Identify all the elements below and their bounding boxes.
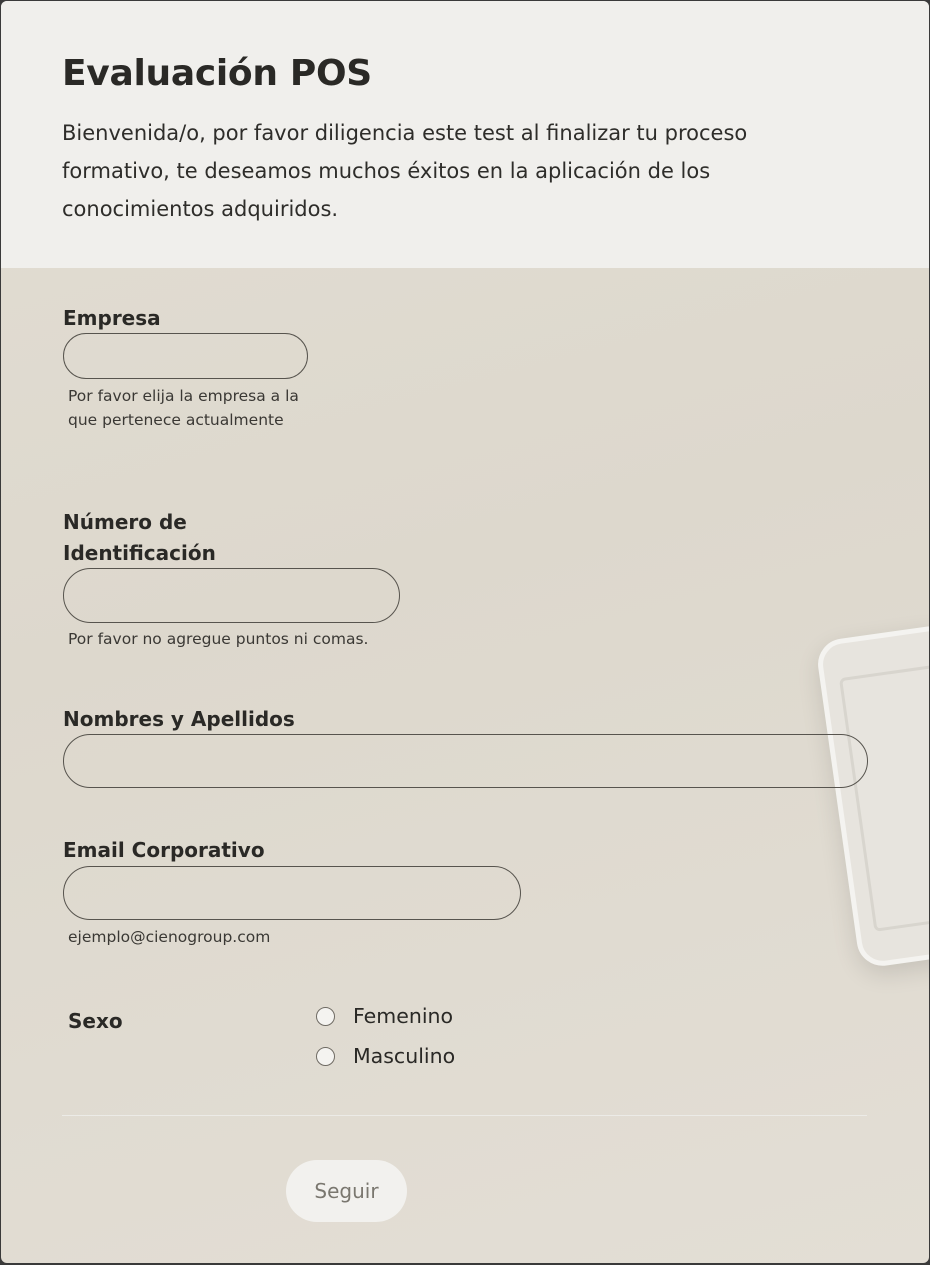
nombres-input[interactable] xyxy=(63,734,868,788)
identificacion-help-text: Por favor no agregue puntos ni comas. xyxy=(68,630,369,648)
empresa-label: Empresa xyxy=(63,306,161,330)
identificacion-label: Número de Identificación xyxy=(63,510,216,565)
form-divider xyxy=(62,1115,867,1116)
form-description: Bienvenida/o, por favor diligencia este test al finalizar tu proceso formativo, te deseamos muchos éxitos en la aplicación de los conocimientos adquiridos. xyxy=(62,121,748,221)
email-help-text: ejemplo@cienogroup.com xyxy=(68,928,271,946)
email-label: Email Corporativo xyxy=(63,838,265,862)
empresa-help-text: Por favor elija la empresa a la que pertenece actualmente xyxy=(68,387,299,429)
radio-option-masculino[interactable] xyxy=(316,1044,455,1068)
nombres-label: Nombres y Apellidos xyxy=(63,707,295,731)
radio-label-femenino[interactable]: Femenino xyxy=(353,1004,454,1028)
sexo-label: Sexo xyxy=(68,1009,123,1033)
form-header xyxy=(1,1,929,268)
decorative-tablet-image xyxy=(815,623,929,969)
radio-button[interactable] xyxy=(316,1047,335,1066)
radio-label-masculino[interactable]: Masculino xyxy=(353,1044,456,1068)
next-button[interactable]: Seguir xyxy=(286,1160,407,1222)
form-title: Evaluación POS xyxy=(62,53,372,94)
form-card xyxy=(1,1,929,1263)
identificacion-input[interactable] xyxy=(63,568,400,623)
email-input[interactable] xyxy=(63,866,521,920)
radio-button[interactable] xyxy=(316,1007,335,1026)
radio-option-femenino[interactable] xyxy=(316,1004,453,1028)
empresa-input[interactable] xyxy=(63,333,308,379)
